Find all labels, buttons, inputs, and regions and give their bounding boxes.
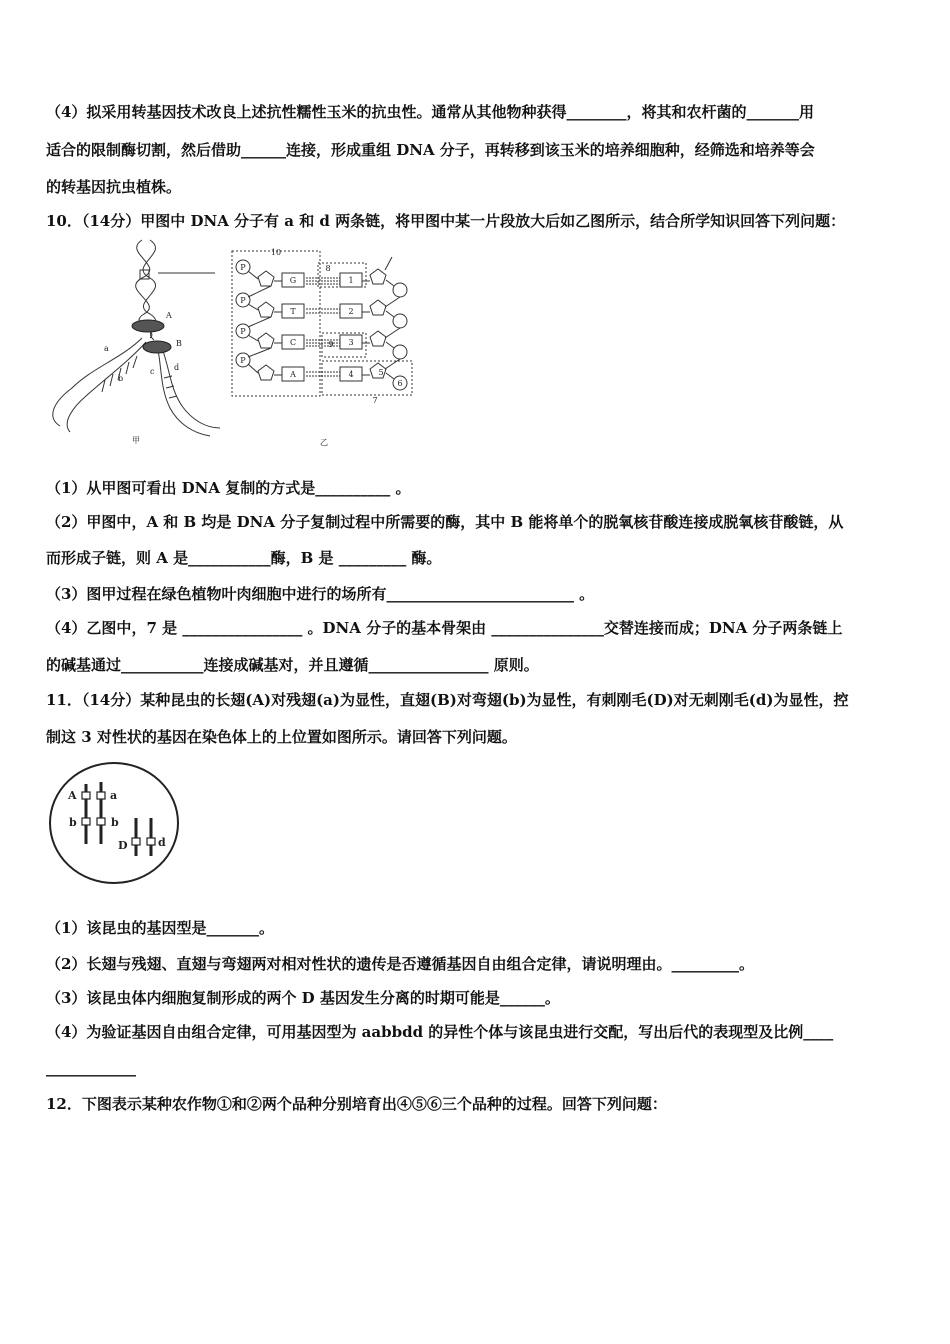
figure-chromosome-circle <box>48 760 182 886</box>
phosphate-4: P <box>240 356 246 365</box>
phosphate-1: P <box>240 263 246 272</box>
phosphate-3: P <box>240 327 246 336</box>
q9-line-2: 适合的限制酶切割，然后借助______连接，形成重组 DNA 分子，再转移到该玉米的培养细胞种，经筛选和培养等会 <box>46 141 815 159</box>
gene-D: D <box>118 839 128 852</box>
q10-s4a: （4）乙图中，7 是 ________________ 。DNA 分子的基本骨架由 _______________交替连接而成；DNA 分子两条链上 <box>46 619 843 637</box>
base-A: A <box>290 370 296 379</box>
enzyme-a-shape <box>132 320 164 332</box>
q11-stem-1: 11．（14分）某种昆虫的长翅(A)对残翅(a)为显性，直翅(B)对弯翅(b)为显性，有刺刚毛(D)对无刺刚毛(d)为显性，控 <box>46 691 849 709</box>
label-9: 9 <box>328 340 334 349</box>
q12-stem: 12．下图表示某种农作物①和②两个品种分别培育出④⑤⑥三个品种的过程。回答下列问题： <box>46 1095 667 1113</box>
label-10: 10 <box>270 248 282 257</box>
q10-s2b: 而形成子链，则 A 是___________酶，B 是 _________ 酶。 <box>46 549 442 567</box>
caption-yi: 乙 <box>320 438 328 447</box>
label-b: b <box>118 374 124 383</box>
q10-s2a: （2）甲图中，A 和 B 均是 DNA 分子复制过程中所需要的酶，其中 B 能将单个的脱氧核苷酸连接成脱氧核苷酸链，从 <box>46 513 844 531</box>
label-a: a <box>104 344 109 353</box>
label-c: c <box>150 367 155 376</box>
q10-stem: 10．（14分）甲图中 DNA 分子有 a 和 d 两条链，将甲图中某一片段放大后如乙图所示，结合所学知识回答下列问题： <box>46 212 846 230</box>
base-1: 1 <box>348 276 354 285</box>
q10-s1: （1）从甲图可看出 DNA 复制的方式是__________ 。 <box>46 479 411 497</box>
q11-s4-continuation: ____________ <box>46 1059 136 1077</box>
q11-s4: （4）为验证基因自由组合定律，可用基因型为 aabbdd 的异性个体与该昆虫进行交配，写出后代的表现型及比例____ <box>46 1023 834 1041</box>
q11-s2: （2）长翅与残翅、直翅与弯翅两对相对性状的遗传是否遵循基因自由组合定律，请说明理由。_________。 <box>46 955 754 973</box>
q11-stem-2: 制这 3 对性状的基因在染色体上的上位置如图所示。请回答下列问题。 <box>46 728 517 746</box>
base-G: G <box>289 276 297 285</box>
label-A: A <box>166 311 172 320</box>
q11-s3: （3）该昆虫体内细胞复制形成的两个 D 基因发生分离的时期可能是______。 <box>46 989 560 1007</box>
label-5: 5 <box>378 368 384 377</box>
figure-yi-dna-structure <box>230 245 420 450</box>
gene-d: d <box>158 836 166 849</box>
label-8: 8 <box>325 264 331 273</box>
base-C: C <box>289 338 297 347</box>
base-3: 3 <box>348 338 354 347</box>
caption-jia: 甲 <box>132 436 140 445</box>
q11-s1: （1）该昆虫的基因型是_______。 <box>46 919 274 937</box>
label-7: 7 <box>372 396 378 405</box>
base-4: 4 <box>348 370 354 379</box>
label-6: 6 <box>397 379 403 388</box>
figure-jia-dna-replication <box>42 238 227 448</box>
phosphate-2: P <box>240 296 246 305</box>
base-2: 2 <box>348 307 354 316</box>
q10-s4b: 的碱基通过___________连接成碱基对，并且遵循________________ 原则。 <box>46 656 539 674</box>
gene-a: a <box>110 789 118 802</box>
label-d: d <box>174 363 180 372</box>
q9-line-1: （4）拟采用转基因技术改良上述抗性糯性玉米的抗虫性。通常从其他物种获得________，将其和农杆菌的_______用 <box>46 103 814 121</box>
base-T: T <box>290 307 296 316</box>
enzyme-b-shape <box>143 341 171 353</box>
gene-b-right: b <box>111 816 119 829</box>
gene-A: A <box>68 789 77 802</box>
q10-s3: （3）图甲过程在绿色植物叶肉细胞中进行的场所有_________________________ 。 <box>46 585 595 603</box>
gene-b-left: b <box>69 816 77 829</box>
q9-line-3: 的转基因抗虫植株。 <box>46 178 182 196</box>
label-B: B <box>176 339 182 348</box>
